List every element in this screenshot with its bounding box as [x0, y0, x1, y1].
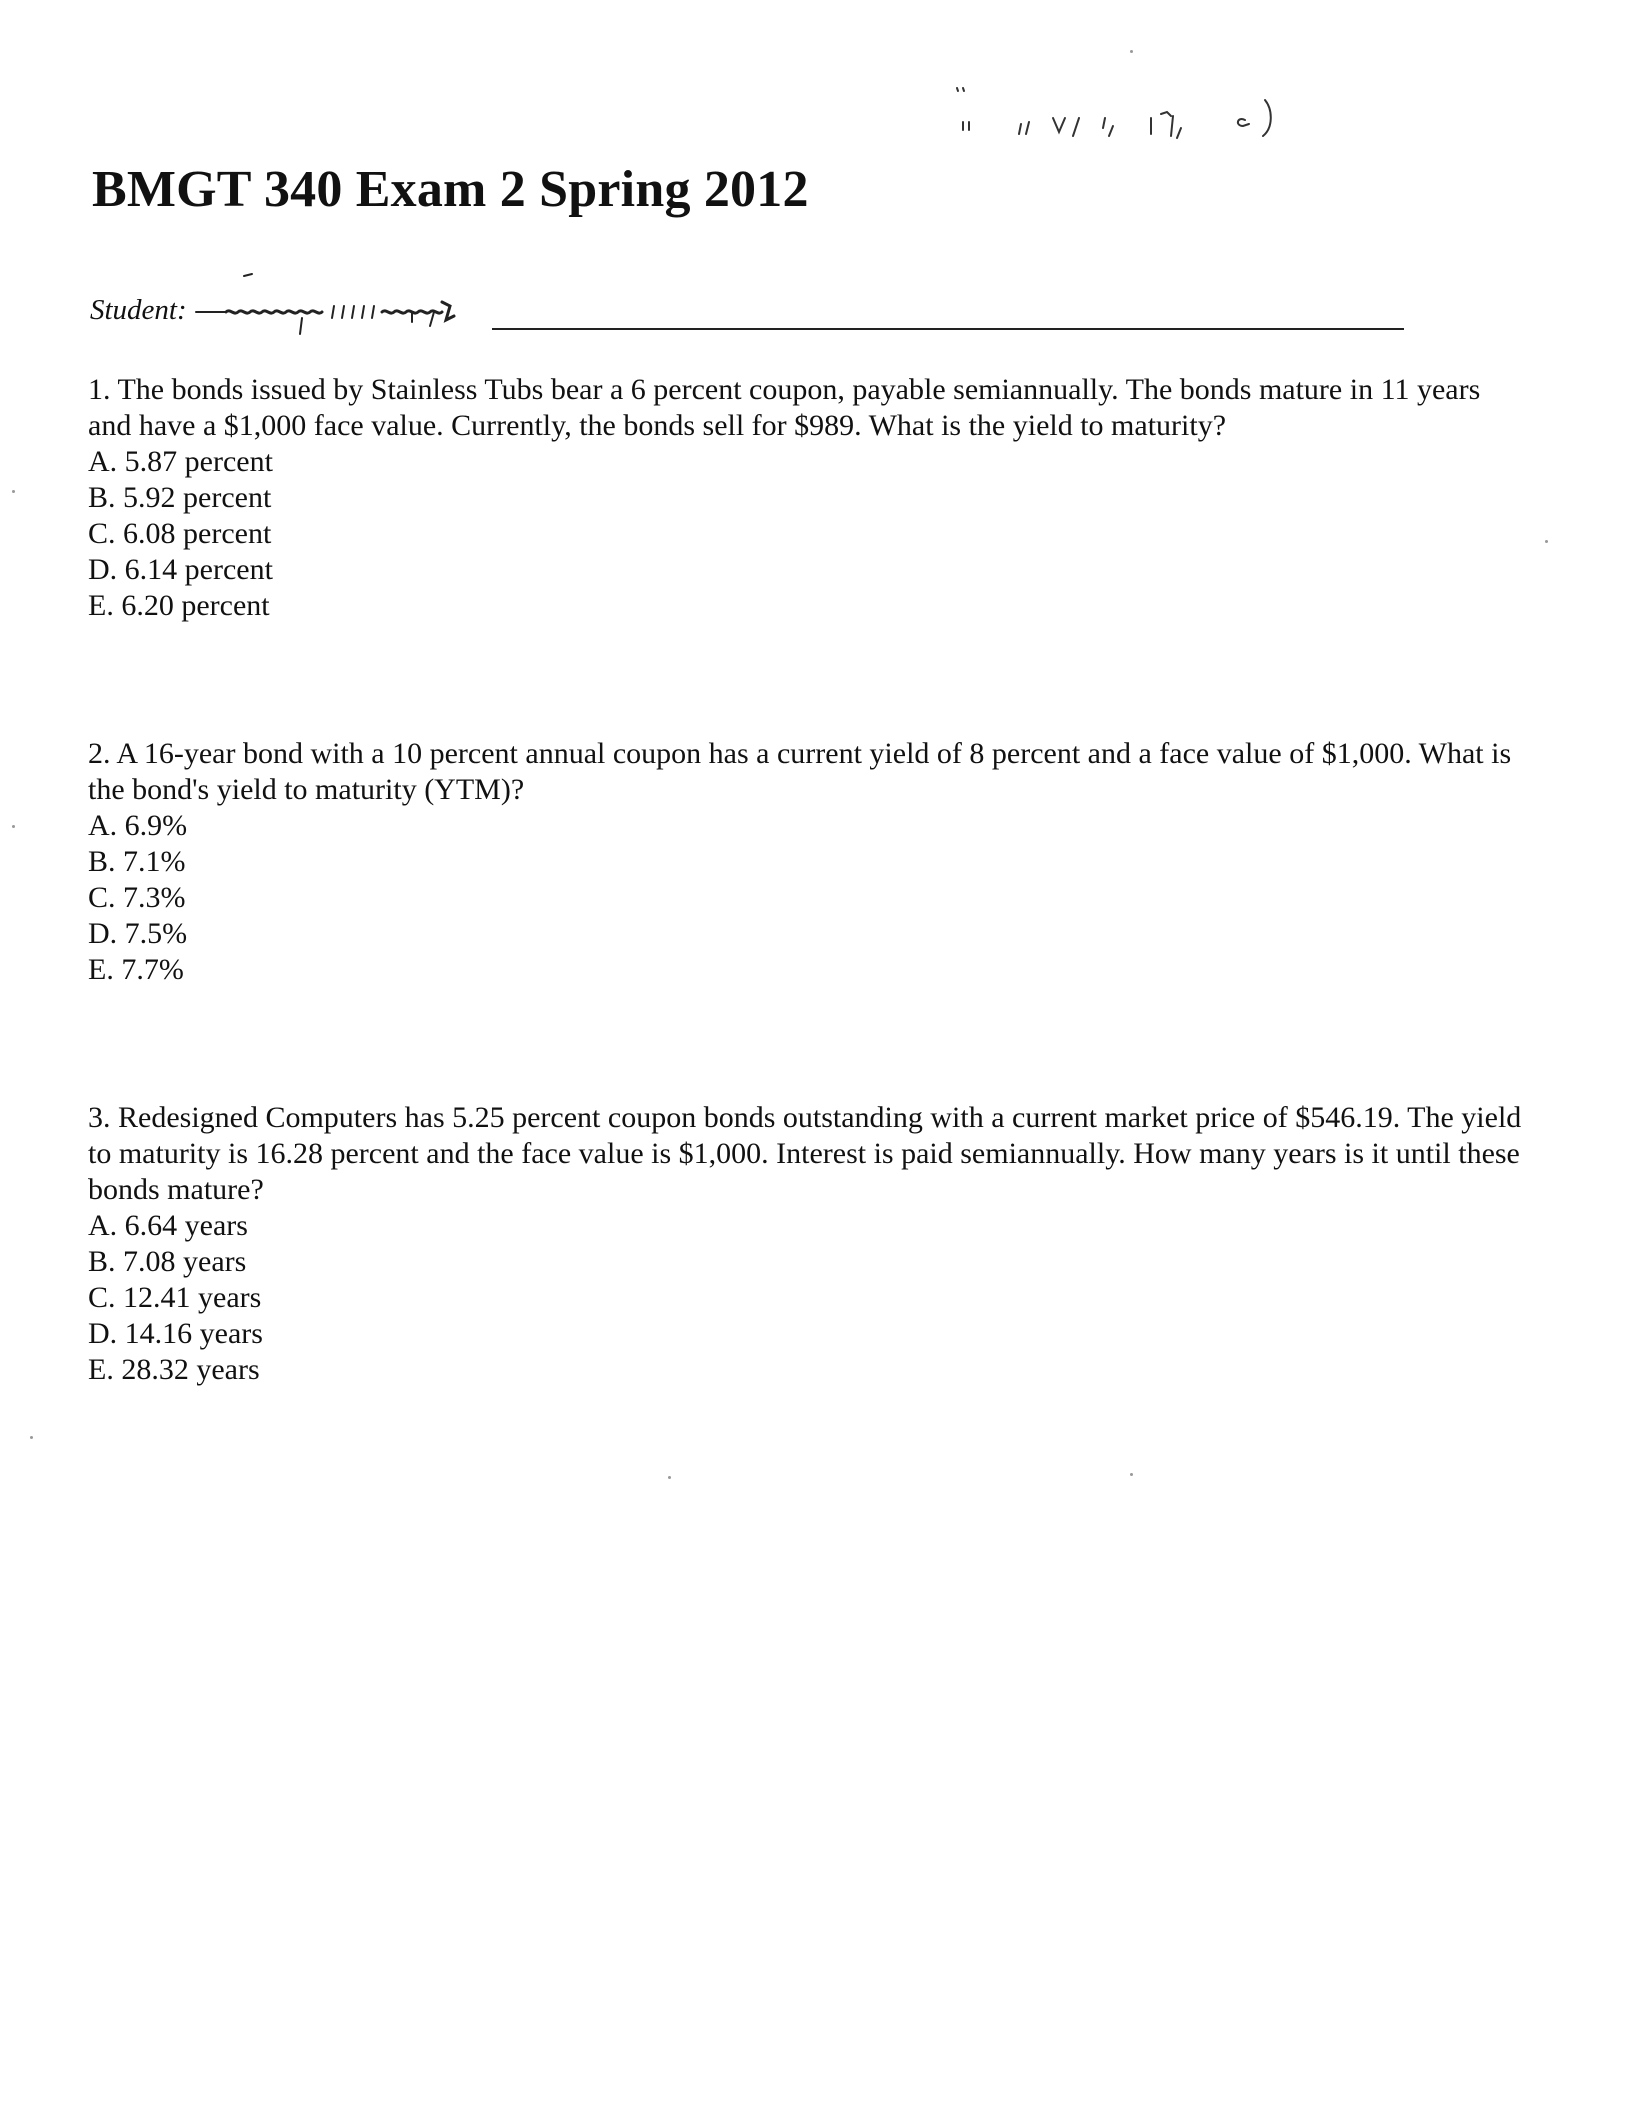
question-1 — [88, 372, 1528, 624]
answer-option: C. 6.08 percent — [88, 517, 272, 550]
question-stem: 1. The bonds issued by Stainless Tubs bear a 6 percent coupon, payable semiannually. The bonds mature in 11 years and have a $1,000 face value. Currently, the bonds sell for $989. What is the yield to maturity? — [88, 373, 1481, 442]
question-2 — [88, 736, 1528, 988]
answer-options — [88, 444, 1528, 624]
handwritten-annotation — [955, 78, 1375, 168]
answer-option: B. 5.92 percent — [88, 481, 272, 514]
question-stem: 3. Redesigned Computers has 5.25 percent coupon bonds outstanding with a current market price of $546.19. The yield to maturity is 16.28 percent and the face value is $1,000. Interest is paid semiannually. How many years is it until these bonds mature? — [88, 1101, 1522, 1206]
scan-speck — [12, 490, 15, 493]
scan-speck — [1130, 50, 1133, 53]
student-name-line — [492, 328, 1404, 330]
answer-option: E. 7.7% — [88, 953, 184, 986]
scan-speck — [668, 1476, 671, 1479]
answer-options — [88, 808, 1528, 988]
scan-speck — [1130, 1473, 1133, 1476]
answer-option: A. 5.87 percent — [88, 445, 273, 478]
answer-option: D. 6.14 percent — [88, 553, 273, 586]
question-3 — [88, 1100, 1528, 1388]
answer-option: A. 6.9% — [88, 809, 188, 842]
answer-option: D. 7.5% — [88, 917, 188, 950]
answer-option: D. 14.16 years — [88, 1317, 263, 1350]
scan-speck — [12, 825, 15, 828]
student-field — [90, 290, 1410, 350]
answer-option: B. 7.08 years — [88, 1245, 247, 1278]
student-name-redacted — [194, 268, 574, 348]
answer-option: E. 28.32 years — [88, 1353, 260, 1386]
answer-option: B. 7.1% — [88, 845, 186, 878]
answer-option: C. 12.41 years — [88, 1281, 262, 1314]
scan-speck — [1545, 540, 1548, 543]
answer-option: C. 7.3% — [88, 881, 186, 914]
answer-option: A. 6.64 years — [88, 1209, 248, 1242]
question-stem: 2. A 16-year bond with a 10 percent annual coupon has a current yield of 8 percent and a face value of $1,000. What is the bond's yield to maturity (YTM)? — [88, 737, 1512, 806]
student-label: Student: — [90, 294, 187, 326]
answer-options — [88, 1208, 1528, 1388]
answer-option: E. 6.20 percent — [88, 589, 270, 622]
exam-title: BMGT 340 Exam 2 Spring 2012 — [92, 161, 809, 218]
scan-speck — [30, 1436, 33, 1439]
